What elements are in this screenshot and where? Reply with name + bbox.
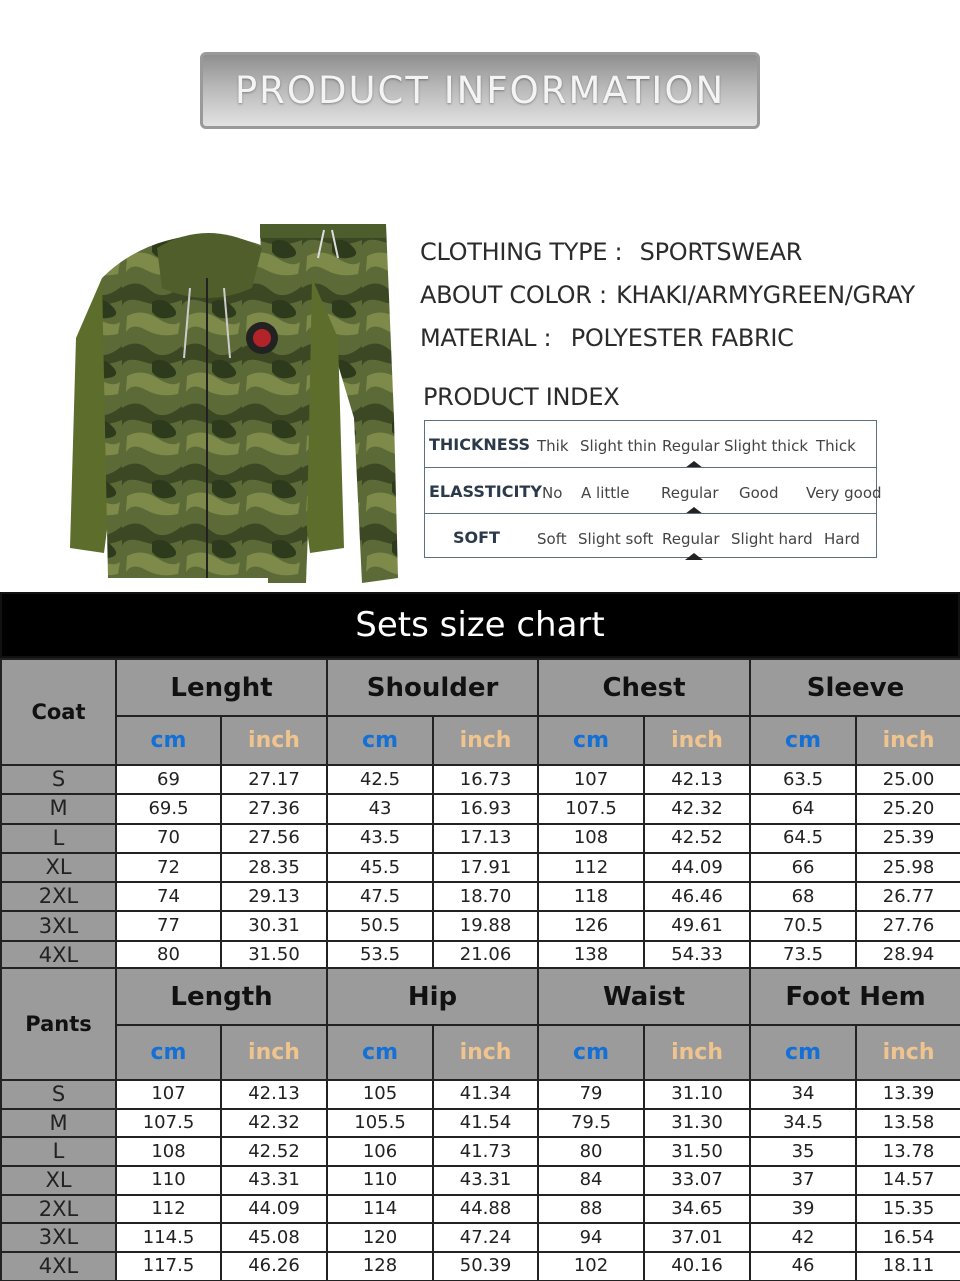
size-value-cell: 73.5 <box>750 941 856 970</box>
size-value-cell: 112 <box>538 853 644 882</box>
index-option: Slight soft <box>578 530 654 548</box>
size-value-cell: 68 <box>750 882 856 911</box>
index-option: Slight thick <box>724 437 809 455</box>
size-value-cell: 108 <box>538 824 644 853</box>
size-value-cell: 80 <box>116 941 221 970</box>
pants-measure-header: Foot Hem <box>750 968 960 1025</box>
unit-inch-header: inch <box>644 1025 750 1080</box>
index-option: Thick <box>816 437 856 455</box>
banner-title: PRODUCT INFORMATION <box>234 69 726 112</box>
size-value-cell: 39 <box>750 1195 856 1224</box>
clothing-type-line <box>420 238 802 266</box>
size-value-cell: 14.57 <box>856 1166 960 1195</box>
size-value-cell: 43.31 <box>221 1166 327 1195</box>
size-value-cell: 43.31 <box>433 1166 538 1195</box>
size-value-cell: 49.61 <box>644 911 750 940</box>
size-value-cell: 110 <box>327 1166 433 1195</box>
size-value-cell: 21.06 <box>433 941 538 970</box>
unit-inch-header: inch <box>221 716 327 765</box>
unit-cm-header: cm <box>750 1025 856 1080</box>
size-value-cell: 138 <box>538 941 644 970</box>
index-row-thickness <box>425 421 876 467</box>
size-value-cell: 69.5 <box>116 794 221 823</box>
unit-inch-header: inch <box>856 1025 960 1080</box>
coat-group-row <box>1 659 960 716</box>
size-value-cell: 43.5 <box>327 824 433 853</box>
size-label: S <box>1 1080 116 1109</box>
size-value-cell: 106 <box>327 1137 433 1166</box>
size-value-cell: 28.35 <box>221 853 327 882</box>
color-value: KHAKI/ARMYGREEN/GRAY <box>616 281 915 309</box>
index-option: Hard <box>824 530 860 548</box>
index-option: Slight thin <box>580 437 657 455</box>
size-value-cell: 54.33 <box>644 941 750 970</box>
size-value-cell: 31.10 <box>644 1080 750 1109</box>
size-label: 4XL <box>1 1252 116 1281</box>
table-row <box>1 765 960 794</box>
size-value-cell: 77 <box>116 911 221 940</box>
table-row <box>1 824 960 853</box>
size-value-cell: 42.32 <box>644 794 750 823</box>
size-label: XL <box>1 853 116 882</box>
index-option: Thik <box>537 437 569 455</box>
clothing-type-label: CLOTHING TYPE : <box>420 238 623 266</box>
size-value-cell: 105 <box>327 1080 433 1109</box>
size-value-cell: 16.93 <box>433 794 538 823</box>
index-option: Very good <box>806 484 882 502</box>
coat-unit-row <box>1 716 960 765</box>
coat-category-label: Coat <box>1 659 116 765</box>
index-row-label: ELASSTICITY <box>429 482 542 501</box>
size-value-cell: 44.09 <box>221 1195 327 1224</box>
size-value-cell: 16.73 <box>433 765 538 794</box>
size-value-cell: 79 <box>538 1080 644 1109</box>
size-value-cell: 42 <box>750 1223 856 1252</box>
size-label: L <box>1 824 116 853</box>
size-value-cell: 72 <box>116 853 221 882</box>
size-value-cell: 13.39 <box>856 1080 960 1109</box>
table-row <box>1 853 960 882</box>
index-option: Regular <box>662 437 720 455</box>
size-value-cell: 37 <box>750 1166 856 1195</box>
size-value-cell: 18.70 <box>433 882 538 911</box>
unit-inch-header: inch <box>644 716 750 765</box>
table-row <box>1 882 960 911</box>
size-value-cell: 120 <box>327 1223 433 1252</box>
index-row-label: THICKNESS <box>429 435 531 454</box>
size-value-cell: 34 <box>750 1080 856 1109</box>
size-label: 2XL <box>1 1195 116 1224</box>
size-chart-header <box>0 592 960 658</box>
size-value-cell: 63.5 <box>750 765 856 794</box>
index-row-label: SOFT <box>453 528 500 547</box>
size-label: XL <box>1 1166 116 1195</box>
size-value-cell: 50.39 <box>433 1252 538 1281</box>
color-label: ABOUT COLOR : <box>420 281 607 309</box>
size-value-cell: 50.5 <box>327 911 433 940</box>
unit-cm-header: cm <box>327 716 433 765</box>
size-value-cell: 34.5 <box>750 1109 856 1138</box>
size-value-cell: 105.5 <box>327 1109 433 1138</box>
table-row <box>1 1109 960 1138</box>
size-value-cell: 114 <box>327 1195 433 1224</box>
size-value-cell: 69 <box>116 765 221 794</box>
size-value-cell: 64.5 <box>750 824 856 853</box>
size-value-cell: 64 <box>750 794 856 823</box>
size-value-cell: 108 <box>116 1137 221 1166</box>
size-value-cell: 112 <box>116 1195 221 1224</box>
size-value-cell: 13.58 <box>856 1109 960 1138</box>
size-label: M <box>1 794 116 823</box>
size-value-cell: 117.5 <box>116 1252 221 1281</box>
index-option: Slight hard <box>731 530 813 548</box>
size-value-cell: 88 <box>538 1195 644 1224</box>
pants-measure-header: Waist <box>538 968 750 1025</box>
size-value-cell: 26.77 <box>856 882 960 911</box>
index-option: Soft <box>537 530 567 548</box>
pants-measure-header: Hip <box>327 968 538 1025</box>
unit-inch-header: inch <box>433 716 538 765</box>
size-value-cell: 27.36 <box>221 794 327 823</box>
size-value-cell: 37.01 <box>644 1223 750 1252</box>
pants-category-label: Pants <box>1 968 116 1080</box>
size-value-cell: 80 <box>538 1137 644 1166</box>
size-label: M <box>1 1109 116 1138</box>
size-value-cell: 128 <box>327 1252 433 1281</box>
size-value-cell: 18.11 <box>856 1252 960 1281</box>
size-value-cell: 44.88 <box>433 1195 538 1224</box>
size-value-cell: 16.54 <box>856 1223 960 1252</box>
size-label: L <box>1 1137 116 1166</box>
unit-cm-header: cm <box>327 1025 433 1080</box>
size-value-cell: 107.5 <box>538 794 644 823</box>
unit-cm-header: cm <box>538 1025 644 1080</box>
size-label: S <box>1 765 116 794</box>
size-label: 3XL <box>1 1223 116 1252</box>
coat-measure-header: Sleeve <box>750 659 960 716</box>
size-value-cell: 31.50 <box>221 941 327 970</box>
size-value-cell: 30.31 <box>221 911 327 940</box>
size-value-cell: 41.34 <box>433 1080 538 1109</box>
table-row <box>1 1080 960 1109</box>
size-value-cell: 28.94 <box>856 941 960 970</box>
size-value-cell: 42.52 <box>221 1137 327 1166</box>
material-label: MATERIAL : <box>420 324 552 352</box>
pants-unit-row <box>1 1025 960 1080</box>
material-line <box>420 324 794 352</box>
unit-cm-header: cm <box>538 716 644 765</box>
unit-cm-header: cm <box>116 1025 221 1080</box>
pants-group-row <box>1 968 960 1025</box>
index-option: A little <box>581 484 630 502</box>
size-value-cell: 118 <box>538 882 644 911</box>
product-information-banner <box>200 52 760 129</box>
coat-measure-header: Chest <box>538 659 750 716</box>
size-value-cell: 45.08 <box>221 1223 327 1252</box>
size-value-cell: 13.78 <box>856 1137 960 1166</box>
unit-cm-header: cm <box>116 716 221 765</box>
size-value-cell: 40.16 <box>644 1252 750 1281</box>
product-index-title: PRODUCT INDEX <box>423 383 620 411</box>
clothing-type-value: SPORTSWEAR <box>639 238 803 266</box>
size-chart-title: Sets size chart <box>355 605 605 645</box>
size-value-cell: 47.5 <box>327 882 433 911</box>
size-value-cell: 107 <box>116 1080 221 1109</box>
size-value-cell: 46.26 <box>221 1252 327 1281</box>
size-value-cell: 35 <box>750 1137 856 1166</box>
color-line <box>420 281 915 309</box>
size-value-cell: 47.24 <box>433 1223 538 1252</box>
size-value-cell: 43 <box>327 794 433 823</box>
size-value-cell: 34.65 <box>644 1195 750 1224</box>
size-value-cell: 41.54 <box>433 1109 538 1138</box>
coat-measure-header: Lenght <box>116 659 327 716</box>
size-value-cell: 114.5 <box>116 1223 221 1252</box>
table-row <box>1 1137 960 1166</box>
table-row <box>1 911 960 940</box>
size-value-cell: 46.46 <box>644 882 750 911</box>
size-value-cell: 41.73 <box>433 1137 538 1166</box>
index-option: Regular <box>661 484 719 502</box>
size-value-cell: 126 <box>538 911 644 940</box>
size-value-cell: 110 <box>116 1166 221 1195</box>
size-value-cell: 84 <box>538 1166 644 1195</box>
size-value-cell: 53.5 <box>327 941 433 970</box>
table-row <box>1 1195 960 1224</box>
size-value-cell: 42.13 <box>644 765 750 794</box>
size-value-cell: 44.09 <box>644 853 750 882</box>
size-value-cell: 94 <box>538 1223 644 1252</box>
table-row <box>1 794 960 823</box>
size-value-cell: 46 <box>750 1252 856 1281</box>
size-label: 4XL <box>1 941 116 970</box>
size-label: 3XL <box>1 911 116 940</box>
size-value-cell: 45.5 <box>327 853 433 882</box>
unit-cm-header: cm <box>750 716 856 765</box>
index-option: No <box>542 484 563 502</box>
size-value-cell: 42.13 <box>221 1080 327 1109</box>
pants-measure-header: Length <box>116 968 327 1025</box>
size-value-cell: 70 <box>116 824 221 853</box>
size-value-cell: 17.91 <box>433 853 538 882</box>
pants-size-table <box>0 967 960 1281</box>
size-value-cell: 42.5 <box>327 765 433 794</box>
index-row-elasticity <box>425 467 882 513</box>
size-value-cell: 70.5 <box>750 911 856 940</box>
size-value-cell: 42.52 <box>644 824 750 853</box>
size-label: 2XL <box>1 882 116 911</box>
size-value-cell: 74 <box>116 882 221 911</box>
table-row <box>1 1223 960 1252</box>
size-value-cell: 27.56 <box>221 824 327 853</box>
index-row-soft <box>425 513 876 559</box>
product-index-table <box>424 420 882 558</box>
size-value-cell: 42.32 <box>221 1109 327 1138</box>
unit-inch-header: inch <box>433 1025 538 1080</box>
size-value-cell: 17.13 <box>433 824 538 853</box>
coat-measure-header: Shoulder <box>327 659 538 716</box>
index-option: Good <box>739 484 779 502</box>
size-value-cell: 25.20 <box>856 794 960 823</box>
size-value-cell: 29.13 <box>221 882 327 911</box>
size-value-cell: 66 <box>750 853 856 882</box>
index-option: Regular <box>662 530 720 548</box>
size-value-cell: 31.50 <box>644 1137 750 1166</box>
size-value-cell: 25.00 <box>856 765 960 794</box>
size-value-cell: 27.17 <box>221 765 327 794</box>
size-value-cell: 27.76 <box>856 911 960 940</box>
unit-inch-header: inch <box>221 1025 327 1080</box>
coat-size-table <box>0 658 960 971</box>
size-value-cell: 33.07 <box>644 1166 750 1195</box>
material-value: POLYESTER FABRIC <box>570 324 794 352</box>
size-value-cell: 79.5 <box>538 1109 644 1138</box>
size-value-cell: 25.98 <box>856 853 960 882</box>
size-value-cell: 102 <box>538 1252 644 1281</box>
size-value-cell: 15.35 <box>856 1195 960 1224</box>
table-row <box>1 941 960 970</box>
unit-inch-header: inch <box>856 716 960 765</box>
size-value-cell: 107.5 <box>116 1109 221 1138</box>
size-value-cell: 107 <box>538 765 644 794</box>
size-value-cell: 19.88 <box>433 911 538 940</box>
size-value-cell: 31.30 <box>644 1109 750 1138</box>
selected-indicator-icon <box>685 553 703 560</box>
size-value-cell: 25.39 <box>856 824 960 853</box>
table-row <box>1 1166 960 1195</box>
product-photo-tracksuit <box>62 218 402 593</box>
table-row <box>1 1252 960 1281</box>
